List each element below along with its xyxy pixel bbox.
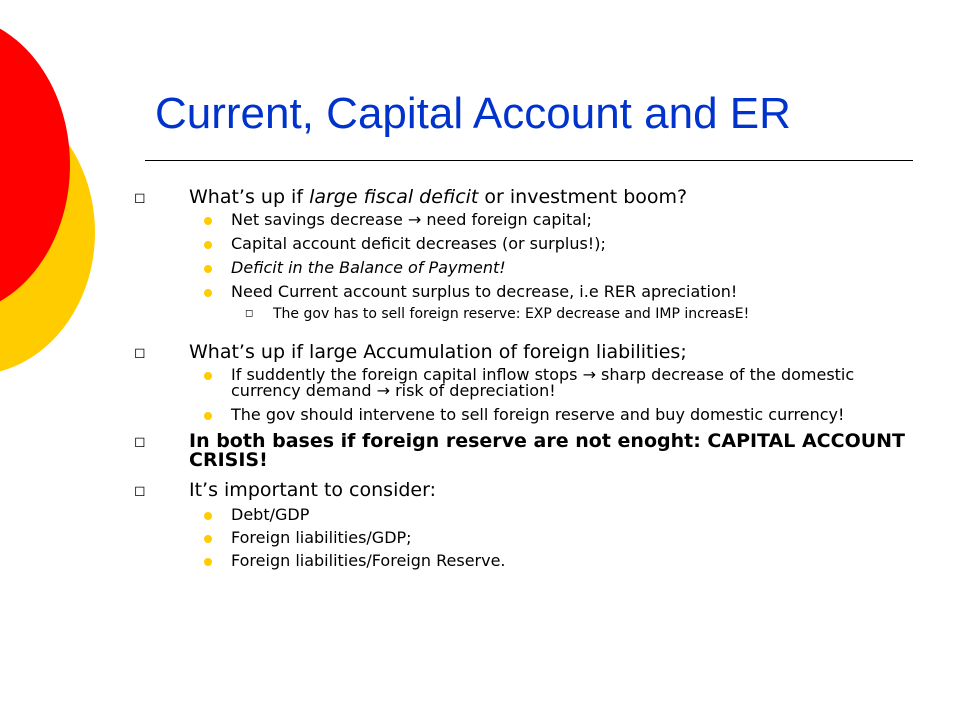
hollow-square-bullet-icon: ◻ [134, 434, 146, 450]
sub-bullet: Capital account deficit decreases (or surplus!); [128, 236, 918, 252]
yellow-dot-bullet-icon [204, 289, 212, 297]
sub-sub-bullet: ◻ The gov has to sell foreign reserve: EXP decrease and IMP increasE! [245, 306, 750, 322]
bullet-capital-account-crisis: ◻ In both bases if foreign reserve are not enoght: CAPITAL ACCOUNT CRISIS! [134, 430, 906, 471]
hollow-square-bullet-icon: ◻ [245, 308, 254, 319]
yellow-dot-bullet-icon [204, 535, 212, 543]
sub-bullet: Debt/GDP [128, 507, 918, 523]
sub-bullet: Foreign liabilities/GDP; [128, 530, 918, 546]
yellow-dot-bullet-icon [204, 241, 212, 249]
hollow-square-bullet-icon: ◻ [134, 345, 146, 361]
yellow-dot-bullet-icon [204, 412, 212, 420]
sub-bullet: Foreign liabilities/Foreign Reserve. [128, 553, 918, 569]
yellow-dot-bullet-icon [204, 372, 212, 380]
sub-bullet: If suddently the foreign capital inflow stops → sharp decrease of the domestic currency demand → risk of depreciation! [128, 367, 918, 399]
yellow-dot-bullet-icon [204, 265, 212, 273]
sub-bullet: Deficit in the Balance of Payment! [128, 260, 918, 276]
bullet-fiscal-deficit [128, 188, 918, 207]
title-divider [145, 160, 913, 161]
bullet-important-to-consider: ◻ It’s important to consider: [134, 479, 436, 501]
bullet-text: What’s up if large fiscal deficit or investment boom? [189, 186, 688, 208]
slide-content [128, 188, 918, 569]
hollow-square-bullet-icon: ◻ [134, 483, 146, 499]
yellow-dot-bullet-icon [204, 558, 212, 566]
yellow-dot-bullet-icon [204, 217, 212, 225]
sub-bullet: Need Current account surplus to decrease, i.e RER apreciation! [128, 284, 918, 300]
sub-bullet: Net savings decrease → need foreign capital; [128, 212, 918, 228]
yellow-dot-bullet-icon [204, 512, 212, 520]
hollow-square-bullet-icon: ◻ [134, 190, 146, 206]
bullet-foreign-liabilities: ◻ What’s up if large Accumulation of foreign liabilities; [134, 341, 687, 363]
slide-title: Current, Capital Account and ER [155, 89, 791, 138]
sub-bullet: The gov should intervene to sell foreign reserve and buy domestic currency! [128, 407, 918, 423]
